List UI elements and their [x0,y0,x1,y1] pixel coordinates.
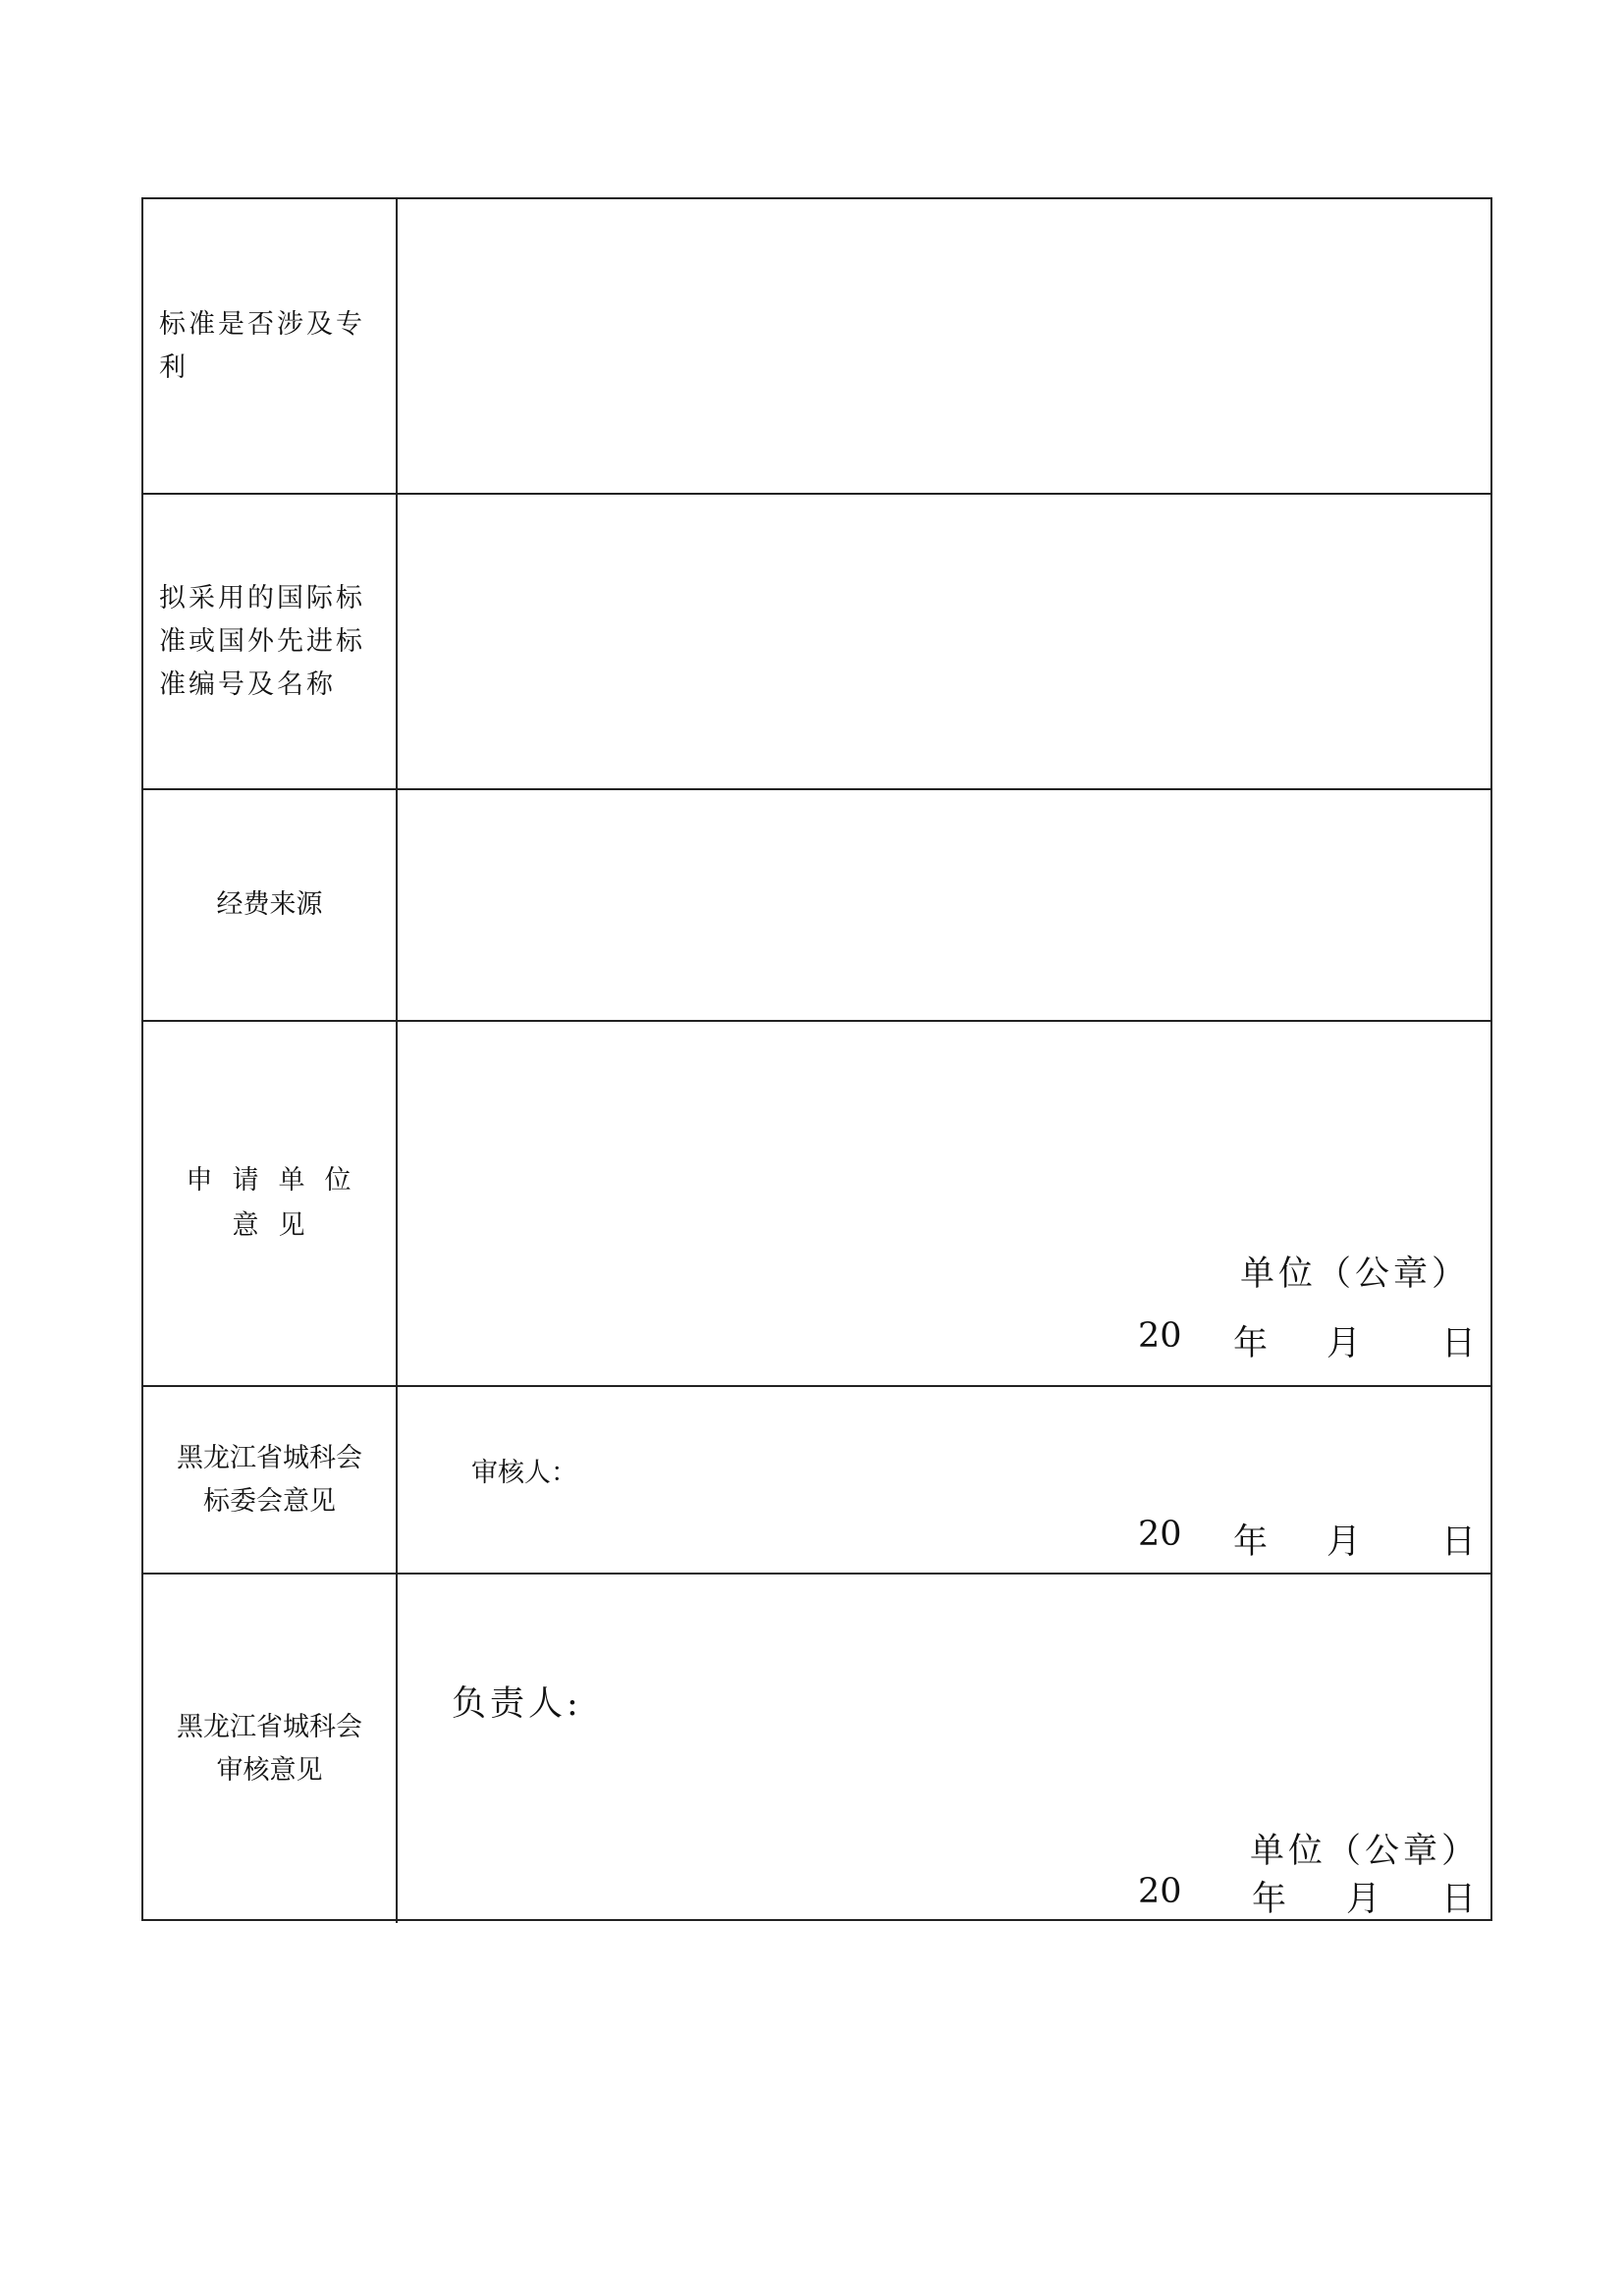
date-month: 月 [1346,1880,1381,1919]
label-cell [143,1575,398,1923]
table-row-committee-opinion [143,1387,1490,1575]
date-line [398,1316,1492,1363]
date-month: 月 [1326,1324,1362,1363]
table-row-patent [143,199,1490,495]
label-cell [143,495,398,788]
funding-content-cell[interactable] [398,790,1490,1020]
label-review-opinion: 黑龙江省城科会 审核意见 [177,1711,362,1786]
application-form-table [141,197,1492,1921]
label-committee-opinion: 黑龙江省城科会 标委会意见 [177,1442,362,1517]
label-patent: 标准是否涉及专 利 [159,308,365,383]
date-year: 年 [1252,1880,1287,1919]
table-row-applicant-opinion [143,1022,1490,1387]
international-standard-content-cell[interactable] [398,495,1490,788]
table-row-international-standard [143,495,1490,790]
date-year: 年 [1233,1324,1269,1363]
date-year-prefix: 20 [1138,1515,1182,1554]
date-month: 月 [1326,1522,1362,1562]
patent-content-cell[interactable] [398,199,1490,493]
date-day: 日 [1441,1522,1477,1562]
date-line [398,1872,1492,1919]
stamp-label: 单位（公章） [1240,1255,1471,1294]
date-day: 日 [1441,1324,1477,1363]
date-line [398,1515,1492,1562]
review-opinion-content-cell[interactable] [398,1575,1490,1923]
label-international-standard: 拟采用的国际标 准或国外先进标 准编号及名称 [159,582,365,700]
applicant-opinion-content-cell[interactable] [398,1022,1490,1385]
label-cell [143,1022,398,1385]
responsible-label: 负责人: [452,1684,582,1724]
table-row-review-opinion [143,1575,1490,1923]
label-cell [143,790,398,1020]
stamp-label: 单位（公章） [1250,1832,1481,1871]
date-year-prefix: 20 [1138,1872,1182,1911]
label-cell [143,1387,398,1573]
date-day: 日 [1441,1880,1477,1919]
committee-opinion-content-cell[interactable] [398,1387,1490,1573]
date-year-prefix: 20 [1138,1316,1182,1356]
date-year: 年 [1233,1522,1269,1562]
label-applicant-opinion: 申请单位 意见 [186,1165,371,1241]
label-funding: 经费来源 [216,889,323,920]
label-cell [143,199,398,493]
reviewer-label: 审核人： [471,1458,577,1488]
table-row-funding [143,790,1490,1022]
